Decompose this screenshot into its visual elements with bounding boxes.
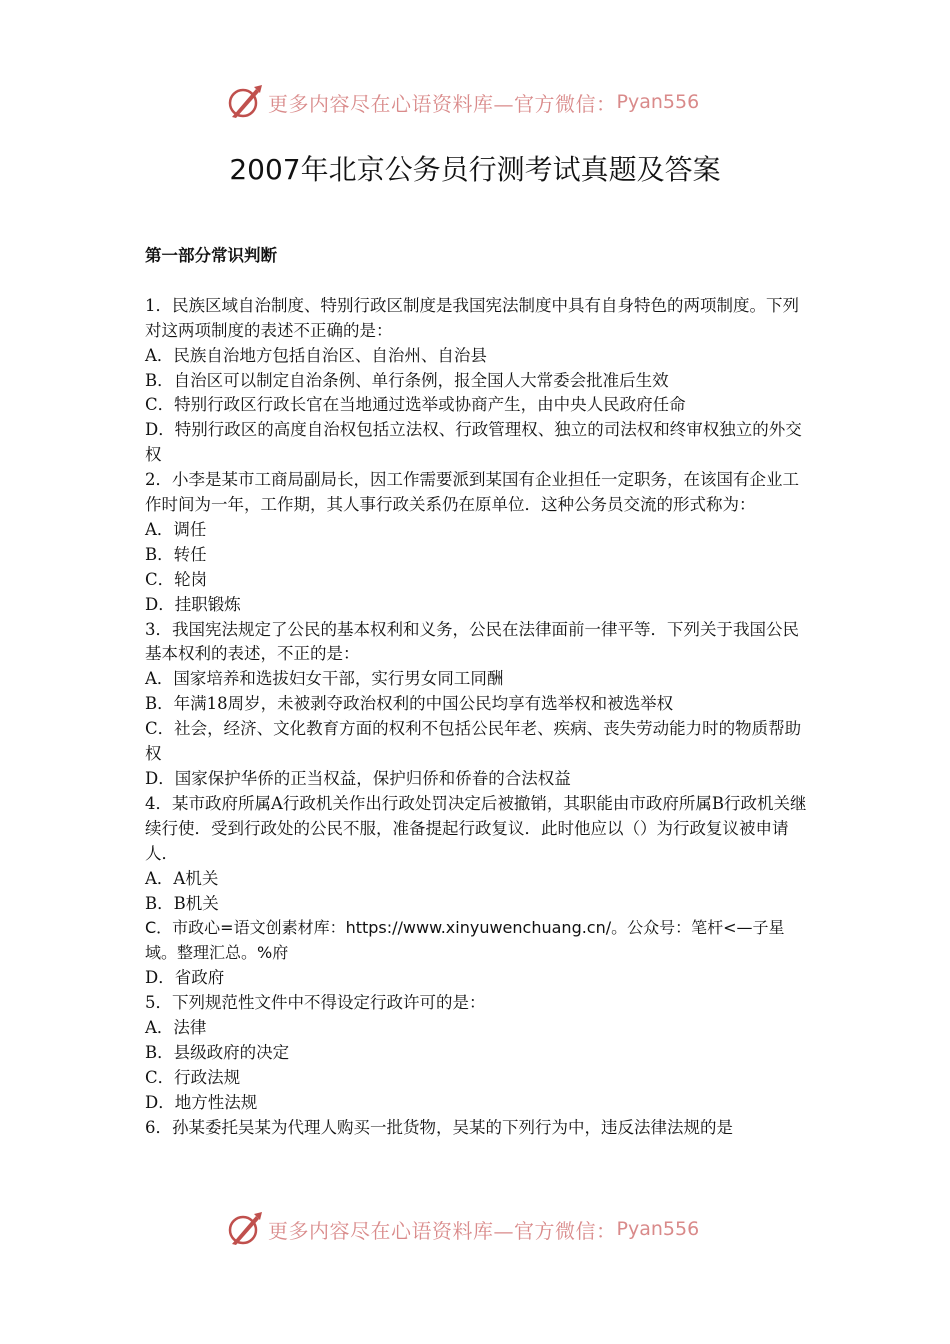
question-1-option-b: B．自治区可以制定自治条例、单行条例，报全国人大常委会批准后生效 bbox=[145, 370, 669, 390]
document-body bbox=[145, 244, 810, 1141]
question-3-option-c: C．社会，经济、文化教育方面的权利不包括公民年老、疾病、丧失劳动能力时的物质帮助权 bbox=[145, 719, 802, 764]
question-1-option-d: D．特别行政区的高度自治权包括立法权、行政管理权、独立的司法权和终审权独立的外交权 bbox=[145, 420, 802, 465]
question-1-option-c: C．特别行政区行政长官在当地通过选举或协商产生，由中央人民政府任命 bbox=[145, 395, 686, 415]
section-heading: 第一部分常识判断 bbox=[145, 246, 277, 265]
question-6-stem: 6．孙某委托吴某为代理人购买一批货物，吴某的下列行为中，违反法律法规的是 bbox=[145, 1117, 733, 1137]
banner-wechat-id: Pyan556 bbox=[616, 1218, 700, 1240]
banner-wechat-id: Pyan556 bbox=[616, 91, 700, 113]
question-5-option-b: B．县级政府的决定 bbox=[145, 1042, 290, 1062]
question-3-option-a: A．国家培养和选拔妇女干部，实行男女同工同酬 bbox=[145, 669, 504, 689]
question-1-option-a: A．民族自治地方包括自治区、自治州、自治县 bbox=[145, 345, 487, 365]
question-4-option-a: A．A机关 bbox=[145, 868, 219, 888]
question-2-option-d: D．挂职锻炼 bbox=[145, 594, 241, 614]
question-5-option-c: C．行政法规 bbox=[145, 1067, 241, 1087]
question-2-option-b: B．转任 bbox=[145, 544, 207, 564]
question-4-option-d: D．省政府 bbox=[145, 968, 225, 988]
quill-logo-icon bbox=[226, 83, 264, 121]
question-2-option-c: C．轮岗 bbox=[145, 569, 208, 589]
header-banner bbox=[226, 82, 726, 122]
banner-text: 更多内容尽在心语资料库—官方微信： bbox=[268, 1218, 617, 1243]
question-3-option-b: B．年满18周岁，未被剥夺政治权利的中国公民均享有选举权和被选举权 bbox=[145, 694, 674, 714]
question-4-option-c: C．市政心=语文创素材库：https://www.xinyuwenchuang.cn/。公众号：笔杆<—子星域。整理汇总。%府 bbox=[145, 918, 785, 963]
question-4-stem: 4．某市政府所属A行政机关作出行政处罚决定后被撤销，其职能由市政府所属B行政机关继续行使．受到行政处的公民不服，准备提起行政复议．此时他应以（）为行政复议被申请人． bbox=[145, 793, 807, 863]
document-title: 2007年北京公务员行测考试真题及答案 bbox=[229, 153, 721, 186]
question-5-stem: 5．下列规范性文件中不得设定行政许可的是： bbox=[145, 993, 486, 1013]
question-5-option-a: A．法律 bbox=[145, 1018, 207, 1038]
question-2-stem: 2．小李是某市工商局副局长，因工作需要派到某国有企业担任一定职务，在该国有企业工作时间为一年，工作期，其人事行政关系仍在原单位．这种公务员交流的形式称为： bbox=[145, 470, 799, 515]
question-3-option-d: D．国家保护华侨的正当权益，保护归侨和侨眷的合法权益 bbox=[145, 769, 571, 789]
question-1-stem: 1．民族区域自治制度、特别行政区制度是我国宪法制度中具有自身特色的两项制度。下列对这两项制度的表述不正确的是： bbox=[145, 295, 799, 340]
question-3-stem: 3．我国宪法规定了公民的基本权利和义务，公民在法律面前一律平等．下列关于我国公民基本权利的表述，不正的是： bbox=[145, 619, 799, 664]
question-5-option-d: D．地方性法规 bbox=[145, 1092, 258, 1112]
footer-banner bbox=[226, 1209, 726, 1249]
question-4-option-b: B．B机关 bbox=[145, 893, 219, 913]
banner-text: 更多内容尽在心语资料库—官方微信： bbox=[268, 91, 617, 116]
question-2-option-a: A．调任 bbox=[145, 519, 207, 539]
quill-logo-icon bbox=[226, 1210, 264, 1248]
